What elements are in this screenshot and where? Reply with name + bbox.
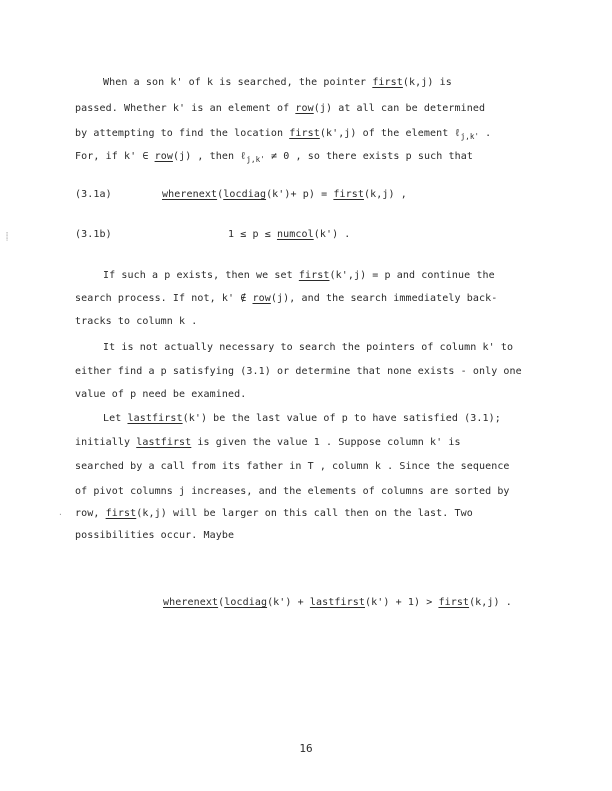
- symbol: ℓ: [454, 128, 461, 139]
- text-segment: (j), and the search immediately back-: [270, 293, 498, 304]
- function-name: first: [289, 128, 320, 139]
- text-line: [103, 270, 495, 282]
- equation: [228, 229, 350, 241]
- equation-label: (3.1a): [75, 189, 112, 200]
- subscript: j,k': [246, 155, 265, 164]
- equation: [163, 597, 512, 609]
- function-name: locdiag: [223, 189, 267, 200]
- text-segment: initially: [75, 437, 137, 448]
- text-segment: by attempting to find the location: [75, 128, 290, 139]
- scan-mark: ·: [58, 510, 63, 519]
- text-line: [75, 151, 473, 166]
- text-line: It is not actually necessary to search the pointers of column k' to: [103, 342, 514, 353]
- text-segment: (j) at all can be determined: [313, 103, 486, 114]
- function-name: numcol: [276, 229, 314, 240]
- scan-mark: ⸽: [6, 232, 9, 241]
- text-segment: (k') +: [267, 597, 310, 608]
- text-line: [75, 508, 473, 520]
- text-line: [103, 77, 452, 89]
- equation-label: (3.1b): [75, 229, 112, 240]
- text-segment: (k') .: [313, 229, 351, 240]
- text-segment: (k',j) = p and continue the: [329, 270, 495, 281]
- page-number: 16: [299, 742, 313, 755]
- function-name: row: [295, 103, 314, 114]
- text-segment: For, if k' ∈: [75, 151, 155, 162]
- function-name: locdiag: [224, 597, 268, 608]
- text-line: possibilities occur. Maybe: [75, 530, 235, 541]
- text-line: [75, 293, 497, 305]
- text-segment: is given the value 1 . Suppose column k' is: [191, 437, 461, 448]
- function-name: lastfirst: [136, 437, 192, 448]
- text-segment: (k') be the last value of p to have satisfied (3.1);: [182, 413, 501, 424]
- function-name: lastfirst: [309, 597, 365, 608]
- text-segment: (: [218, 597, 225, 608]
- text-segment: Let: [103, 413, 128, 424]
- symbol: ℓ: [240, 151, 247, 162]
- function-name: wherenext: [163, 597, 219, 608]
- subscript: j,k': [460, 132, 480, 141]
- text-segment: (k,j) ,: [364, 189, 407, 200]
- function-name: first: [105, 508, 137, 519]
- text-line: searched by a call from its father in T , column k . Since the sequence: [75, 461, 510, 472]
- text-segment: (k,j) will be larger on this call then on the last. Two: [136, 508, 473, 519]
- text-segment: (k')+ p) =: [266, 189, 334, 200]
- text-segment: (k',j) of the element: [319, 128, 455, 139]
- text-line: either find a p satisfying (3.1) or determine that none exists - only one: [75, 366, 522, 377]
- text-segment: search process. If not, k' ∉: [75, 293, 253, 304]
- text-segment: (: [217, 189, 224, 200]
- text-segment: row,: [75, 508, 106, 519]
- text-segment: (k') + 1) >: [365, 597, 439, 608]
- function-name: first: [333, 189, 364, 200]
- text-segment: ≠ 0 , so there exists p such that: [264, 151, 473, 162]
- text-line: [75, 128, 491, 143]
- equation: [162, 189, 407, 201]
- function-name: first: [298, 270, 330, 281]
- function-name: lastfirst: [127, 413, 183, 424]
- text-line: tracks to column k .: [75, 316, 198, 327]
- text-segment: If such a p exists, then we set: [103, 270, 299, 281]
- function-name: row: [154, 151, 173, 162]
- text-segment: 1 ≤ p ≤: [228, 229, 277, 240]
- function-name: wherenext: [162, 189, 218, 200]
- text-line: of pivot columns j increases, and the elements of columns are sorted by: [75, 486, 510, 497]
- text-line: [75, 103, 485, 115]
- text-line: [103, 413, 501, 425]
- text-segment: (j) , then: [172, 151, 241, 162]
- function-name: first: [372, 77, 403, 88]
- text-segment: .: [479, 128, 492, 139]
- text-line: value of p need be examined.: [75, 389, 247, 400]
- function-name: first: [438, 597, 470, 608]
- text-segment: (k,j) .: [469, 597, 512, 608]
- text-segment: (k,j) is: [402, 77, 452, 88]
- text-line: [75, 437, 461, 449]
- function-name: row: [252, 293, 271, 304]
- text-segment: When a son k' of k is searched, the pointer: [103, 77, 373, 88]
- text-segment: passed. Whether k' is an element of: [75, 103, 296, 114]
